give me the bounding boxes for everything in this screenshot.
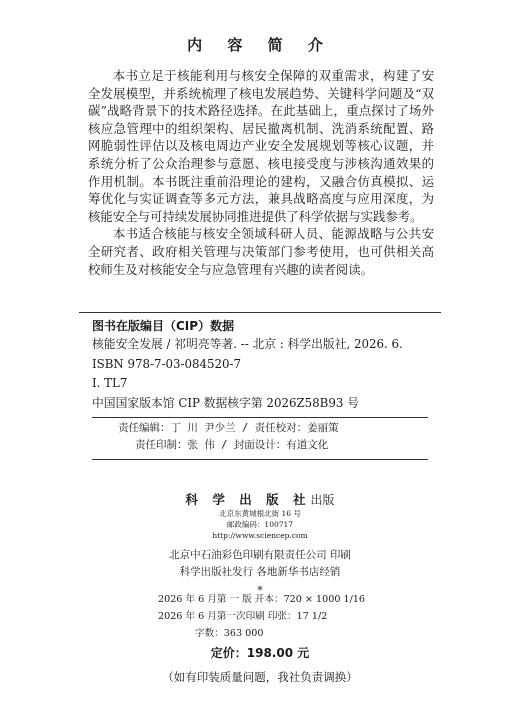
divider xyxy=(92,417,428,418)
cip-isbn: ISBN 978-7-03-084520-7 xyxy=(92,356,241,371)
page-title: 内 容 简 介 xyxy=(187,36,333,54)
separator-star: * xyxy=(257,584,263,597)
printing-line: 2026 年 6 月第一次印刷 印张：17 1/2 xyxy=(158,611,328,622)
publisher-name-suffix: 出版 xyxy=(310,493,335,507)
cip-title-line: 核能安全发展 / 祁明亮等著. -- 北京 : 科学出版社, 2026. 6. xyxy=(92,337,403,351)
publisher-website: http://www.sciencep.com xyxy=(212,531,308,540)
cip-classification: Ⅰ. TL7 xyxy=(92,376,128,391)
edition-info xyxy=(158,591,428,642)
price-value: 198.00 元 xyxy=(246,646,310,660)
cip-record-number: 中国国家版本馆 CIP 数据核字第 2026Z58B93 号 xyxy=(92,395,359,410)
publisher-block xyxy=(0,492,520,597)
publisher-postcode: 邮政编码：100717 xyxy=(226,520,294,529)
price xyxy=(0,645,520,661)
intro-paragraph: 本书立足于核能利用与核安全保障的双重需求，构建了安全发展模型，并系统梳理了核电发展趋势、关键科学问题及“双碳”战略背景下的技术路径选择。在此基础上，重点探讨了场外核应急管理中的组织架构、居民撤离机制、洗消系统配置、路网脆弱性评估以及核电周边产业安全发展规划等核心议题，并系统分析了公众治理参与意愿、核电接受度与涉核沟通效果的作用机制。本书既注重前沿理论的建构，又融合仿真模拟、运筹优化与实证调查等多元方法，兼具战略高度与应用深度，为核能安全与可持续发展协同推进提供了科学依据与实践参考。 xyxy=(88,68,434,224)
publisher-name xyxy=(0,492,520,508)
publisher-address: 北京东黄城根北街 16 号 xyxy=(219,509,301,518)
editorial-credits xyxy=(118,420,428,454)
credit-line-production: 责任印制：张 伟 / 封面设计：有道文化 xyxy=(135,439,329,451)
edition-line: 2026 年 6 月第 一 版 开本：720 × 1000 1/16 xyxy=(158,594,366,605)
credit-line-editors: 责任编辑：丁 川 尹少兰 / 责任校对：姜丽策 xyxy=(118,422,339,434)
price-label: 定价： xyxy=(210,646,247,660)
intro-paragraph: 本书适合核能与核安全领域科研人员、能源战略与公共安全研究者、政府相关管理与决策部门参考使用，也可供相关高校师生及对核能安全与应急管理有兴趣的读者阅读。 xyxy=(88,226,434,277)
word-count-line: 字数：363 000 xyxy=(195,628,264,639)
cip-block xyxy=(92,318,432,413)
quality-notice: （如有印装质量问题，我社负责调换） xyxy=(162,670,358,684)
divider xyxy=(92,459,428,460)
cip-heading: 图书在版编目（CIP）数据 xyxy=(92,319,235,333)
divider xyxy=(79,312,441,313)
book-introduction xyxy=(88,67,434,278)
publisher-logo-text: 科 学 出 版 社 xyxy=(185,492,311,507)
printer-line: 北京中石油彩色印刷有限责任公司 印刷 xyxy=(169,549,351,561)
distribution-line: 科学出版社发行 各地新华书店经销 xyxy=(179,566,341,578)
